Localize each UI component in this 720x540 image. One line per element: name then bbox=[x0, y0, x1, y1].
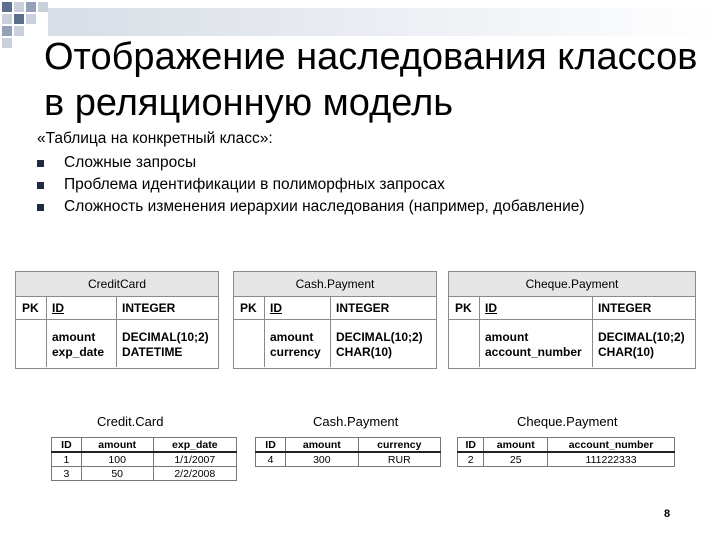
field-name: account_number bbox=[485, 345, 582, 359]
pk-label: PK bbox=[240, 301, 257, 315]
decor-square bbox=[14, 2, 24, 12]
field-name: currency bbox=[270, 345, 321, 359]
page-number: 8 bbox=[664, 508, 671, 520]
field-type: DATETIME bbox=[122, 345, 183, 359]
decor-square bbox=[14, 26, 24, 36]
table-caption: Cheque.Payment bbox=[517, 414, 618, 429]
pk-type: INTEGER bbox=[598, 301, 652, 315]
table-cell: 2/2/2008 bbox=[153, 467, 236, 481]
table-cell: 1/1/2007 bbox=[153, 452, 236, 467]
square-bullet-icon bbox=[37, 160, 44, 167]
pk-type: INTEGER bbox=[336, 301, 390, 315]
title-bar-decor bbox=[48, 8, 720, 36]
divider bbox=[330, 297, 331, 367]
bullet-text: Сложность изменения иерархии наследования (например, добавление) bbox=[64, 198, 585, 215]
decor-square bbox=[26, 14, 36, 24]
bullet-item bbox=[37, 196, 585, 218]
table-cell: 3 bbox=[52, 467, 82, 481]
entity-name: Cheque.Payment bbox=[449, 272, 695, 297]
field-name: amount bbox=[52, 330, 96, 344]
field-type: CHAR(10) bbox=[336, 345, 393, 359]
table-header-row bbox=[256, 438, 441, 453]
decor-square bbox=[26, 2, 36, 12]
table-header-row bbox=[458, 438, 675, 453]
table-row bbox=[52, 467, 237, 481]
column-header: ID bbox=[256, 438, 286, 453]
entity-name: Cash.Payment bbox=[234, 272, 436, 297]
bullet-item bbox=[37, 174, 585, 196]
field-name: exp_date bbox=[52, 345, 105, 359]
column-header: exp_date bbox=[153, 438, 236, 453]
square-bullet-icon bbox=[37, 182, 44, 189]
table-cell: 50 bbox=[81, 467, 153, 481]
table-cell: 111222333 bbox=[548, 452, 675, 467]
entity-name: CreditCard bbox=[16, 272, 218, 297]
field-type: DECIMAL(10;2) bbox=[336, 330, 423, 344]
bullet-item bbox=[37, 152, 585, 174]
entity-credit-card bbox=[15, 271, 219, 369]
entity-cheque-payment bbox=[448, 271, 696, 369]
field-name: amount bbox=[485, 330, 529, 344]
pk-type: INTEGER bbox=[122, 301, 176, 315]
pk-label: PK bbox=[455, 301, 472, 315]
decor-square bbox=[14, 14, 24, 24]
table-caption: Credit.Card bbox=[97, 414, 164, 429]
data-table-credit-card bbox=[51, 437, 237, 481]
column-header: amount bbox=[484, 438, 548, 453]
column-header: ID bbox=[52, 438, 82, 453]
divider bbox=[46, 297, 47, 367]
table-row bbox=[458, 452, 675, 467]
table-cell: 2 bbox=[458, 452, 484, 467]
table-cell: 1 bbox=[52, 452, 82, 467]
decor-square bbox=[2, 14, 12, 24]
bullet-text: Сложные запросы bbox=[64, 154, 197, 171]
divider bbox=[592, 297, 593, 367]
bullet-text: Проблема идентификации в полиморфных запросах bbox=[64, 176, 445, 193]
table-cell: 25 bbox=[484, 452, 548, 467]
decor-square bbox=[2, 26, 12, 36]
column-header: amount bbox=[286, 438, 358, 453]
table-cell: 300 bbox=[286, 452, 358, 467]
subheading: «Таблица на конкретный класс»: bbox=[37, 130, 273, 147]
decor-square bbox=[38, 2, 48, 12]
pk-field: ID bbox=[485, 301, 497, 315]
field-type: DECIMAL(10;2) bbox=[598, 330, 685, 344]
column-header: currency bbox=[358, 438, 440, 453]
table-cell: 100 bbox=[81, 452, 153, 467]
bullet-list bbox=[37, 152, 585, 218]
column-header: ID bbox=[458, 438, 484, 453]
table-cell: RUR bbox=[358, 452, 440, 467]
field-type: DECIMAL(10;2) bbox=[122, 330, 209, 344]
entity-cash-payment bbox=[233, 271, 437, 369]
field-name: amount bbox=[270, 330, 314, 344]
decor-square bbox=[2, 2, 12, 12]
table-header-row bbox=[52, 438, 237, 453]
pk-field: ID bbox=[52, 301, 64, 315]
data-table-cash-payment bbox=[255, 437, 441, 467]
field-type: CHAR(10) bbox=[598, 345, 655, 359]
table-cell: 4 bbox=[256, 452, 286, 467]
column-header: account_number bbox=[548, 438, 675, 453]
table-row bbox=[256, 452, 441, 467]
column-header: amount bbox=[81, 438, 153, 453]
divider bbox=[479, 297, 480, 367]
decor-square bbox=[2, 38, 12, 48]
table-caption: Cash.Payment bbox=[313, 414, 399, 429]
pk-label: PK bbox=[22, 301, 39, 315]
pk-field: ID bbox=[270, 301, 282, 315]
divider bbox=[264, 297, 265, 367]
square-bullet-icon bbox=[37, 204, 44, 211]
data-table-cheque-payment bbox=[457, 437, 675, 467]
table-row bbox=[52, 452, 237, 467]
divider bbox=[116, 297, 117, 367]
slide-title: Отображение наследования классов в реляционную модель bbox=[44, 36, 698, 124]
